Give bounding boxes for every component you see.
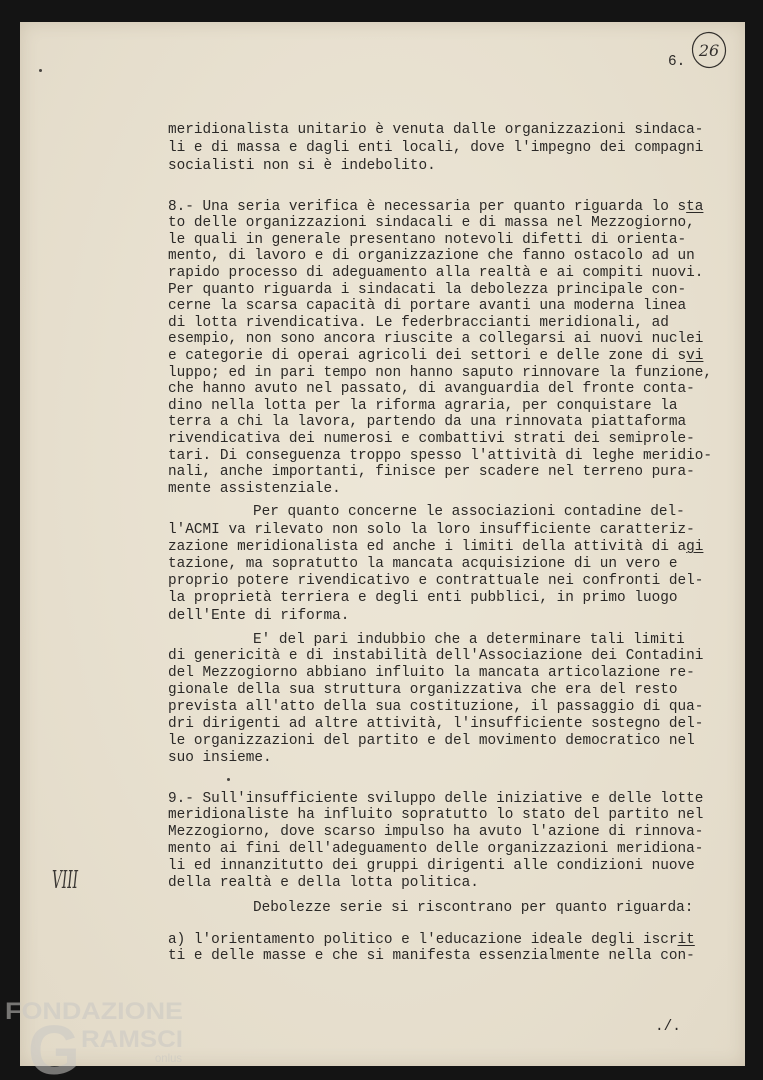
handwritten-margin-note <box>48 861 88 895</box>
text-line: rivendicativa dei numerosi e combattivi strati dei semiprole- <box>168 431 695 447</box>
text-line: mento, di lavoro e di organizzazione che fanno ostacolo ad un <box>168 248 695 265</box>
text-line: dri dirigenti ad altre attività, l'insufficiente sostegno del- <box>168 715 704 732</box>
text-line: prevista all'atto della sua costituzione, il passaggio di qua- <box>168 699 704 716</box>
text-line: Mezzogiorno, dove scarso impulso ha avuto l'azione di rinnova- <box>168 824 704 841</box>
text-line <box>168 199 712 216</box>
text-line: mente assistenziale. <box>168 480 341 497</box>
line-text: 8.- Una seria verifica è necessaria per quanto riguarda lo s <box>168 198 687 215</box>
text-line: li e di massa e dagli enti locali, dove l'impegno dei compagni <box>168 140 704 156</box>
text-line: che hanno avuto nel passato, di avanguardia del fronte conta- <box>168 381 695 398</box>
ink-speck <box>227 778 230 781</box>
text-line: to delle organizzazioni sindacali e di massa nel Mezzogiorno, <box>168 215 695 232</box>
margin-note-text: VIII <box>52 866 79 894</box>
text-line: della realtà e della lotta politica. <box>168 874 479 891</box>
text-line: 9.- Sull'insufficiente sviluppo delle iniziative e delle lotte <box>168 790 704 807</box>
text-line: meridionalista unitario è venuta dalle organizzazioni sindaca- <box>168 122 704 138</box>
text-line: Per quanto riguarda i sindacati la debolezza principale con- <box>168 281 687 298</box>
underlined-syllable: ta <box>686 198 704 215</box>
text-line: esempio, non sono ancora riuscite a collegarsi ai nuovi nuclei <box>168 331 704 348</box>
text-line: luppo; ed in pari tempo non hanno saputo rinnovare la funzione, <box>168 364 713 381</box>
underlined-syllable: gi <box>686 538 704 555</box>
text-line: proprio potere rivendicativo e contrattuale nei confronti del- <box>168 573 704 590</box>
page-number: 6. <box>668 53 686 70</box>
watermark-fondazione: FONDAZIONE <box>5 998 183 1025</box>
text-line: li ed innanzitutto dei gruppi dirigenti alle condizioni nuove <box>168 857 695 874</box>
text-line: le quali in generale presentano notevoli difetti di orienta- <box>168 231 687 248</box>
text-line: cerne la scarsa capacità di portare avanti una moderna linea <box>168 298 687 315</box>
text-line: Debolezze serie si riscontrano per quanto riguarda: <box>253 899 694 916</box>
paragraph-associazione-contadini <box>168 632 703 767</box>
watermark-logo-g: G <box>28 1011 80 1080</box>
text-line: di lotta rivendicativa. Le federbraccianti meridionali, ad <box>168 314 669 331</box>
text-line: tari. Di conseguenza troppo spesso l'attività di leghe meridio- <box>168 447 713 464</box>
text-line: meridionaliste ha influito sopratutto lo stato del partito nel <box>168 807 704 824</box>
text-line: ti e delle masse e che si manifesta essenzialmente nella con- <box>168 948 695 965</box>
continuation-mark: ./. <box>655 1018 681 1035</box>
paragraph-continuation <box>168 121 703 175</box>
text-line: l'ACMI va rilevato non solo la loro insufficiente caratteriz- <box>168 521 695 538</box>
line-text: a) l'orientamento politico e l'educazione ideale degli iscr <box>168 931 678 948</box>
folio-number: 26 <box>698 41 720 60</box>
text-line: la proprietà terriera e degli enti pubblici, in primo luogo <box>168 590 678 607</box>
text-line: mento ai fini dell'adeguamento delle organizzazioni meridiona- <box>168 840 704 857</box>
text-line: tazione, ma sopratutto la mancata acquisizione di un vero e <box>168 556 678 572</box>
text-line: le organizzazioni del partito e del movimento democratico nel <box>168 732 695 749</box>
text-line: E' del pari indubbio che a determinare tali limiti <box>253 631 685 648</box>
text-line: dell'Ente di riforma. <box>168 607 350 624</box>
text-line: dino nella lotta per la riforma agraria, per conquistare la <box>168 397 678 414</box>
text-line: suo insieme. <box>168 749 272 766</box>
list-item-a <box>168 932 695 965</box>
text-line: nali, anche importanti, finisce per scadere nel terreno pura- <box>168 464 695 481</box>
underlined-syllable: vi <box>686 348 704 365</box>
text-line: di genericità e di instabilità dell'Associazione dei Contadini <box>168 648 704 665</box>
watermark-gramsci: RAMSCI <box>81 1026 183 1053</box>
ink-speck <box>39 69 42 72</box>
underlined-syllable: it <box>677 931 695 948</box>
watermark-onlus: onlus <box>155 1051 182 1065</box>
line-text: zazione meridionalista ed anche i limiti della attività di a <box>168 538 687 555</box>
paragraph-debolezze <box>168 900 693 917</box>
text-line: rapido processo di adeguamento alla realtà e ai compiti nuovi. <box>168 265 704 282</box>
archive-folio-stamp <box>689 29 731 71</box>
fondazione-gramsci-watermark <box>0 990 200 1080</box>
text-line: Per quanto concerne le associazioni contadine del- <box>253 504 685 521</box>
text-line <box>168 932 695 949</box>
text-line: terra a chi la lavora, partendo da una rinnovata piattaforma <box>168 414 687 431</box>
text-line: del Mezzogiorno abbiano influito la mancata articolazione re- <box>168 665 695 682</box>
text-line: socialisti non si è indebolito. <box>168 158 436 174</box>
text-line: gionale della sua struttura organizzativa che era del resto <box>168 682 678 699</box>
text-line <box>168 539 703 556</box>
text-line <box>168 348 712 365</box>
paragraph-9 <box>168 791 703 892</box>
line-text: e categorie di operai agricoli dei settori e delle zone di s <box>168 348 687 365</box>
paragraph-8 <box>168 199 712 498</box>
paragraph-associazioni-contadine <box>168 504 703 624</box>
